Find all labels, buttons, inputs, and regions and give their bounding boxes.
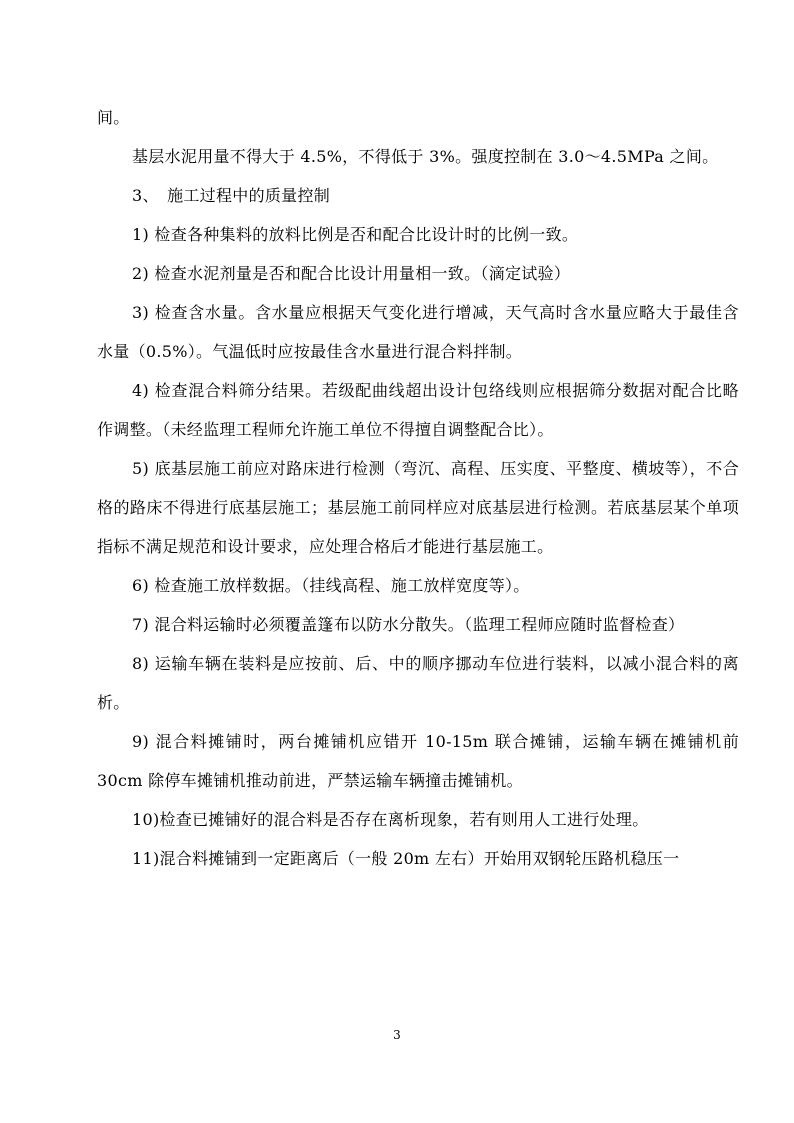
list-item: 7) 混合料运输时必须覆盖篷布以防水分散失。（监理工程师应随时监督检查）	[132, 615, 685, 634]
list-item: 11)混合料摊铺到一定距离后（一般 20m 左右）开始用双钢轮压路机稳压一	[132, 849, 680, 868]
list-item: 8) 运输车辆在装料是应按前、后、中的顺序挪动车位进行装料，以减小混合料的离析。	[97, 654, 739, 712]
list-item: 3) 检查含水量。含水量应根据天气变化进行增减，天气高时含水量应略大于最佳含水量（0.5%）。气温低时应按最佳含水量进行混合料拌制。	[97, 303, 739, 361]
list-item: 6) 检查施工放样数据。（挂线高程、施工放样宽度等）。	[132, 576, 530, 595]
list-item: 4) 检查混合料筛分结果。若级配曲线超出设计包络线则应根据筛分数据对配合比略作调整。（未经监理工程师允许施工单位不得擅自调整配合比）。	[97, 381, 739, 439]
paragraph: 基层水泥用量不得大于 4.5%，不得低于 3%。强度控制在 3.0～4.5MPa 之间。	[132, 147, 719, 166]
list-item: 2) 检查水泥剂量是否和配合比设计用量相一致。（滴定试验）	[132, 264, 571, 283]
page-number: 3	[393, 1028, 401, 1042]
list-item: 1) 检查各种集料的放料比例是否和配合比设计时的比例一致。	[132, 225, 579, 244]
list-item: 9) 混合料摊铺时，两台摊铺机应错开 10-15m 联合摊铺，运输车辆在摊铺机前 30cm 除停车摊铺机推动前进，严禁运输车辆撞击摊铺机。	[97, 732, 739, 790]
list-item: 10)检查已摊铺好的混合料是否存在离析现象，若有则用人工进行处理。	[132, 810, 649, 829]
body-text	[97, 98, 739, 878]
list-item: 5) 底基层施工前应对路床进行检测（弯沉、高程、压实度、平整度、横坡等），不合格的路床不得进行底基层施工；基层施工前同样应对底基层进行检测。若底基层某个单项指标不满足规范和设计要求，应处理合格后才能进行基层施工。	[97, 459, 739, 556]
section-heading: 3、 施工过程中的质量控制	[132, 186, 331, 205]
paragraph: 间。	[97, 108, 130, 127]
